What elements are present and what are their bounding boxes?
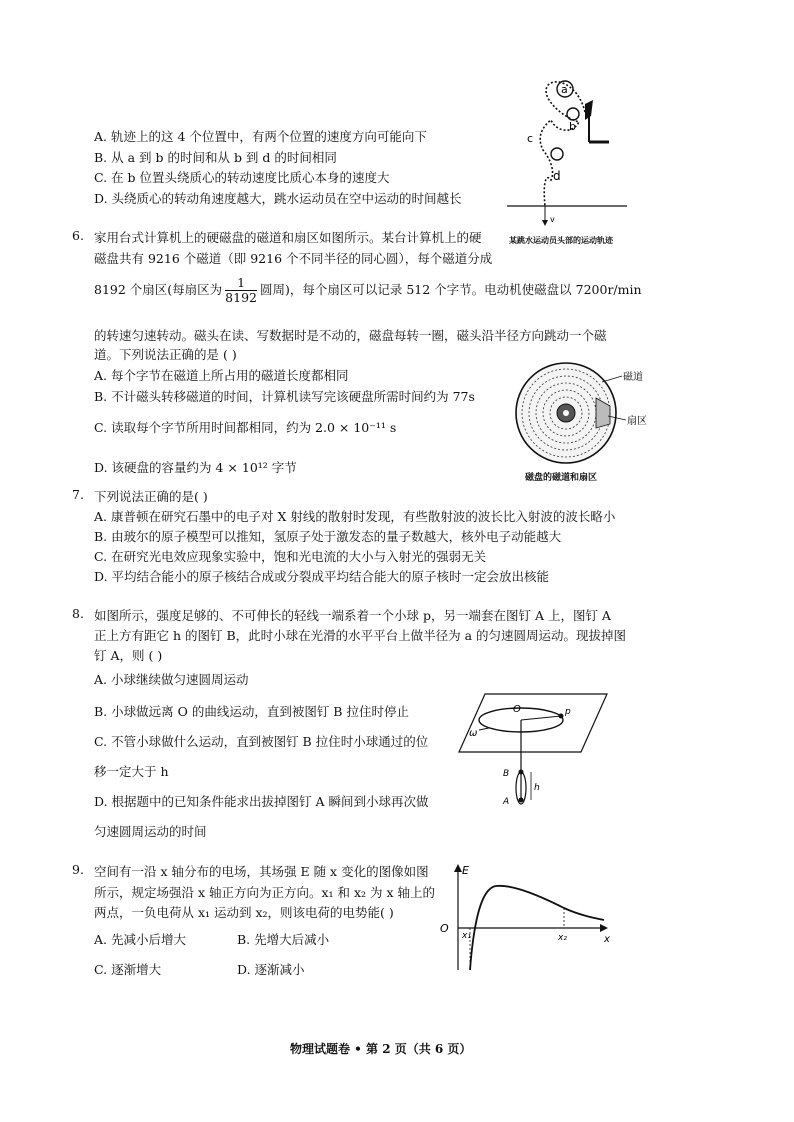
q6-fraction-numerator: 1 <box>237 275 246 290</box>
q6-option-b: B. 不计磁头转移磁道的时间，计算机读写完该硬盘所需时间约为 77s <box>94 389 475 404</box>
q8-option-d-line2: 匀速圆周运动的时间 <box>94 824 207 839</box>
q6-stem-line2: 磁盘共有 9216 个磁道（即 9216 个不同半径的同心圆），每个磁道分成 <box>94 251 493 266</box>
q6-line3-pre: 8192 个扇区(每扇区为 <box>94 282 223 297</box>
q6-option-c: C. 读取每个字节所用时间都相同，约为 2.0 × 10⁻¹¹ s <box>94 420 397 435</box>
traj-label-c: c <box>527 132 534 145</box>
q9-option-b: B. 先增大后减小 <box>237 932 330 947</box>
q6-stem-line1: 家用台式计算机上的硬磁盘的磁道和扇区如图所示。某台计算机上的硬 <box>94 230 482 245</box>
q8-option-b: B. 小球做远离 O 的曲线运动，直到被图钉 B 拉住时停止 <box>94 704 409 719</box>
traj-label-a: a <box>561 83 568 96</box>
q6-number: 6. <box>72 228 84 243</box>
q5-option-b: B. 从 a 到 b 的时间和从 b 到 d 的时间相同 <box>94 150 337 165</box>
traj-label-b: b <box>569 120 576 133</box>
q6-fraction <box>225 276 257 305</box>
q9-stem-line2: 所示，规定场强沿 x 轴正方向为正方向。x₁ 和 x₂ 为 x 轴上的 <box>94 885 436 900</box>
q8-option-c-line2: 移一定大于 h <box>94 764 169 779</box>
q8-stem-line3: 钉 A，则 ( ) <box>94 648 163 663</box>
q5-option-d: D. 头绕质心的转动角速度越大，跳水运动员在空中运动的时间越长 <box>94 191 462 206</box>
graph-label-x: x <box>604 934 610 945</box>
q6-line3-post: 圆周)，每个扇区可以记录 512 个字节。电动机使磁盘以 7200r/min <box>259 282 642 297</box>
q7-option-a: A. 康普顿在研究石墨中的电子对 X 射线的散射时发现，有些散射波的波长比入射波的波长略小 <box>94 509 616 524</box>
fig8-label-h: h <box>534 783 540 793</box>
q8-option-d-line1: D. 根据题中的已知条件能求出拔掉图钉 A 瞬间到小球再次做 <box>94 794 429 809</box>
graph-label-o: O <box>440 922 449 935</box>
pin-ball-figure <box>455 690 615 810</box>
q6-option-d: D. 该硬盘的容量约为 4 × 10¹² 字节 <box>94 460 297 475</box>
q7-stem: 下列说法正确的是( ) <box>94 489 208 504</box>
e-x-graph <box>434 858 614 978</box>
fig8-label-b: B <box>503 769 510 779</box>
q6-fraction-denominator: 8192 <box>225 290 257 305</box>
q9-option-a: A. 先减小后增大 <box>94 932 186 947</box>
fig8-label-omega: ω <box>469 728 478 739</box>
q8-option-c-line1: C. 不管小球做什么运动，直到被图钉 B 拉住时小球通过的位 <box>94 734 429 749</box>
q8-number: 8. <box>72 606 84 621</box>
q6-stem-line5: 道。下列说法正确的是 ( ) <box>94 347 237 362</box>
q8-stem-line2: 正上方有距它 h 的图钉 B，此时小球在光滑的水平平台上做半径为 a 的匀速圆周运动。现拔掉图 <box>94 628 627 643</box>
q6-stem-line3 <box>94 276 642 305</box>
q7-number: 7. <box>72 487 84 502</box>
fig8-label-a: A <box>503 797 510 807</box>
q6-stem-line4: 的转速匀速转动。磁头在读、写数据时是不动的，磁盘每转一圈，磁头沿半径方向跳动一个磁 <box>94 328 607 343</box>
disk-sector-label: 扇区 <box>627 416 647 427</box>
q9-option-c: C. 逐渐增大 <box>94 962 162 977</box>
q8-option-a: A. 小球继续做匀速圆周运动 <box>94 672 249 687</box>
fig8-label-o: O <box>513 704 521 715</box>
disk-figure <box>510 358 650 470</box>
q8-stem-line1: 如图所示，强度足够的、不可伸长的轻线一端系着一个小球 p，另一端套在图钉 A 上，图钉 A <box>94 608 611 623</box>
diver-figure-caption: 某跳水运动员头部的运动轨迹 <box>509 236 613 245</box>
q9-stem-line3: 两点，一负电荷从 x₁ 运动到 x₂，则该电荷的电势能( ) <box>94 905 394 920</box>
disk-figure-caption: 磁盘的磁道和扇区 <box>525 473 598 483</box>
q5-option-c: C. 在 b 位置头绕质心的转动速度比质心本身的速度大 <box>94 170 390 185</box>
fig8-label-p: p <box>565 707 571 717</box>
traj-label-d: d <box>553 169 561 183</box>
graph-label-e: E <box>462 864 469 877</box>
q7-option-d: D. 平均结合能小的原子核结合成或分裂成平均结合能大的原子核时一定会放出核能 <box>94 569 550 584</box>
q7-option-b: B. 由玻尔的原子模型可以推知，氢原子处于激发态的量子数越大，核外电子动能越大 <box>94 529 562 544</box>
q6-option-a: A. 每个字节在磁道上所占用的磁道长度都相同 <box>94 368 349 383</box>
traj-label-v: v <box>550 215 555 224</box>
diver-trajectory-figure <box>505 76 635 251</box>
q7-option-c: C. 在研究光电效应现象实验中，饱和光电流的大小与入射光的强弱无关 <box>94 549 487 564</box>
graph-label-x1: x₁ <box>462 931 471 941</box>
disk-track-label: 磁道 <box>623 372 643 383</box>
q9-stem-line1: 空间有一沿 x 轴分布的电场，其场强 E 随 x 变化的图像如图 <box>94 864 429 879</box>
q9-number: 9. <box>72 862 84 877</box>
page-footer: 物理试题卷 • 第 2 页（共 6 页） <box>290 1042 472 1056</box>
q5-option-a: A. 轨迹上的这 4 个位置中，有两个位置的速度方向可能向下 <box>94 129 427 144</box>
q9-option-d: D. 逐渐减小 <box>237 962 305 977</box>
graph-label-x2: x₂ <box>558 933 567 943</box>
